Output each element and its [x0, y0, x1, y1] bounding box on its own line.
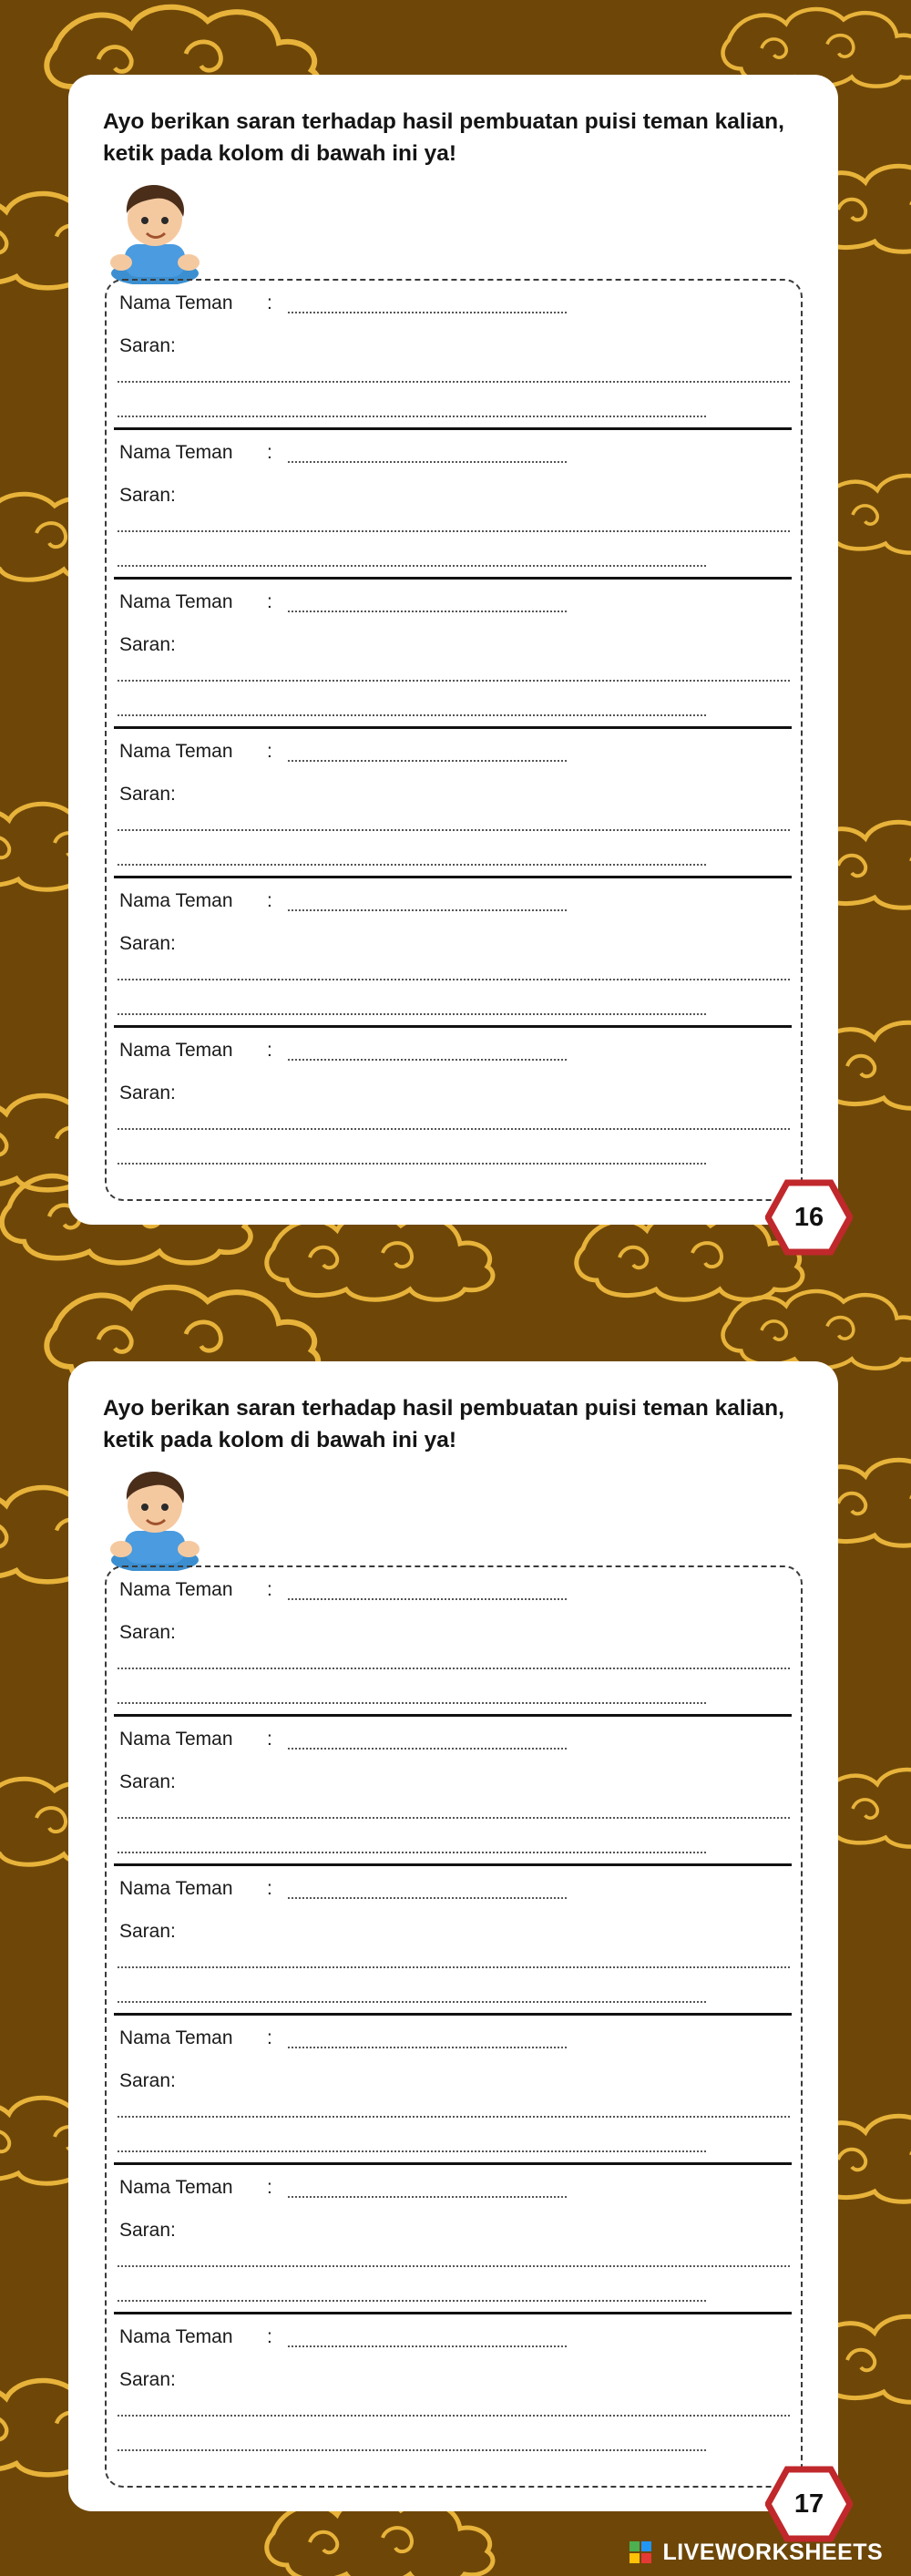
suggestion-form — [105, 1565, 803, 2488]
suggestion-field-line-1[interactable] — [118, 1817, 790, 1819]
suggestion-field-line-2[interactable] — [118, 1163, 706, 1165]
entry-2 — [107, 430, 801, 580]
entry-2 — [107, 1717, 801, 1866]
suggestion-field-line-1[interactable] — [118, 2116, 790, 2118]
page-number: 16 — [793, 1203, 824, 1232]
colon: : — [267, 1878, 272, 1899]
friend-name-field[interactable] — [288, 611, 567, 612]
colon: : — [267, 2326, 272, 2347]
instruction-text: Ayo berikan saran terhadap hasil pembuatan puisi teman kalian, ketik pada kolom di bawah ini ya! — [103, 109, 784, 166]
friend-name-field[interactable] — [288, 461, 567, 463]
entry-5 — [107, 2165, 801, 2314]
instruction-text: Ayo berikan saran terhadap hasil pembuatan puisi teman kalian, ketik pada kolom di bawah ini ya! — [103, 1396, 784, 1452]
suggestion-field-line-1[interactable] — [118, 1966, 790, 1968]
friend-name-label: Nama Teman — [119, 2177, 233, 2198]
suggestion-field-line-1[interactable] — [118, 1668, 790, 1669]
suggestion-field-line-2[interactable] — [118, 864, 706, 866]
entry-3 — [107, 1866, 801, 2016]
colon: : — [267, 1729, 272, 1750]
friend-name-label: Nama Teman — [119, 1579, 233, 1600]
watermark-text: LIVEWORKSHEETS — [662, 2539, 884, 2565]
colon: : — [267, 2027, 272, 2048]
suggestion-label: Saran: — [119, 2369, 176, 2390]
entry-5 — [107, 878, 801, 1028]
friend-name-label: Nama Teman — [119, 890, 233, 911]
colon: : — [267, 741, 272, 762]
suggestion-label: Saran: — [119, 1771, 176, 1792]
entry-4 — [107, 729, 801, 878]
suggestion-field-line-2[interactable] — [118, 2449, 706, 2451]
entry-3 — [107, 580, 801, 729]
suggestion-field-line-2[interactable] — [118, 2150, 706, 2152]
friend-name-field[interactable] — [288, 1598, 567, 1600]
friend-name-field[interactable] — [288, 909, 567, 911]
suggestion-field-line-1[interactable] — [118, 2415, 790, 2417]
suggestion-label: Saran: — [119, 634, 176, 655]
colon: : — [267, 1579, 272, 1600]
friend-name-field[interactable] — [288, 1897, 567, 1899]
suggestion-label: Saran: — [119, 335, 176, 356]
suggestion-field-line-1[interactable] — [118, 680, 790, 682]
suggestion-field-line-1[interactable] — [118, 829, 790, 831]
colon: : — [267, 292, 272, 313]
suggestion-label: Saran: — [119, 933, 176, 954]
suggestion-field-line-1[interactable] — [118, 381, 790, 383]
suggestion-field-line-1[interactable] — [118, 2265, 790, 2267]
colon: : — [267, 442, 272, 463]
friend-name-field[interactable] — [288, 1748, 567, 1750]
suggestion-field-line-2[interactable] — [118, 1702, 706, 1704]
friend-name-label: Nama Teman — [119, 2027, 233, 2048]
suggestion-field-line-2[interactable] — [118, 2001, 706, 2003]
suggestion-field-line-2[interactable] — [118, 565, 706, 567]
colon: : — [267, 591, 272, 612]
entry-6 — [107, 2314, 801, 2464]
friend-name-field[interactable] — [288, 1059, 567, 1061]
page-number-badge — [765, 2466, 853, 2542]
friend-name-label: Nama Teman — [119, 292, 233, 313]
friend-name-label: Nama Teman — [119, 741, 233, 762]
suggestion-field-line-1[interactable] — [118, 979, 790, 980]
suggestion-field-line-2[interactable] — [118, 714, 706, 716]
suggestion-label: Saran: — [119, 2070, 176, 2091]
friend-name-label: Nama Teman — [119, 1878, 233, 1899]
colon: : — [267, 1040, 272, 1061]
friend-name-field[interactable] — [288, 312, 567, 313]
suggestion-field-line-1[interactable] — [118, 530, 790, 532]
suggestion-field-line-2[interactable] — [118, 1852, 706, 1853]
friend-name-label: Nama Teman — [119, 591, 233, 612]
suggestion-field-line-2[interactable] — [118, 1013, 706, 1015]
entry-1 — [107, 281, 801, 430]
colon: : — [267, 890, 272, 911]
suggestion-label: Saran: — [119, 1083, 176, 1103]
suggestion-label: Saran: — [119, 1622, 176, 1643]
friend-name-label: Nama Teman — [119, 1040, 233, 1061]
page-number-badge — [765, 1179, 853, 1256]
boy-character-icon — [105, 175, 205, 284]
suggestion-label: Saran: — [119, 485, 176, 506]
friend-name-field[interactable] — [288, 2047, 567, 2048]
liveworksheets-logo-icon — [629, 2540, 652, 2564]
page-number: 17 — [793, 2489, 824, 2519]
friend-name-label: Nama Teman — [119, 442, 233, 463]
worksheet-page-16 — [68, 75, 838, 1225]
liveworksheets-watermark[interactable] — [629, 2539, 883, 2566]
friend-name-label: Nama Teman — [119, 2326, 233, 2347]
friend-name-label: Nama Teman — [119, 1729, 233, 1750]
friend-name-field[interactable] — [288, 760, 567, 762]
entry-4 — [107, 2016, 801, 2165]
suggestion-form — [105, 279, 803, 1201]
suggestion-field-line-2[interactable] — [118, 2300, 706, 2302]
suggestion-field-line-1[interactable] — [118, 1128, 790, 1130]
suggestion-label: Saran: — [119, 1921, 176, 1942]
suggestion-label: Saran: — [119, 2220, 176, 2241]
friend-name-field[interactable] — [288, 2196, 567, 2198]
boy-character-icon — [105, 1462, 205, 1571]
suggestion-label: Saran: — [119, 784, 176, 805]
entry-6 — [107, 1028, 801, 1177]
friend-name-field[interactable] — [288, 2345, 567, 2347]
entry-1 — [107, 1567, 801, 1717]
worksheet-page-17 — [68, 1361, 838, 2511]
colon: : — [267, 2177, 272, 2198]
suggestion-field-line-2[interactable] — [118, 416, 706, 417]
